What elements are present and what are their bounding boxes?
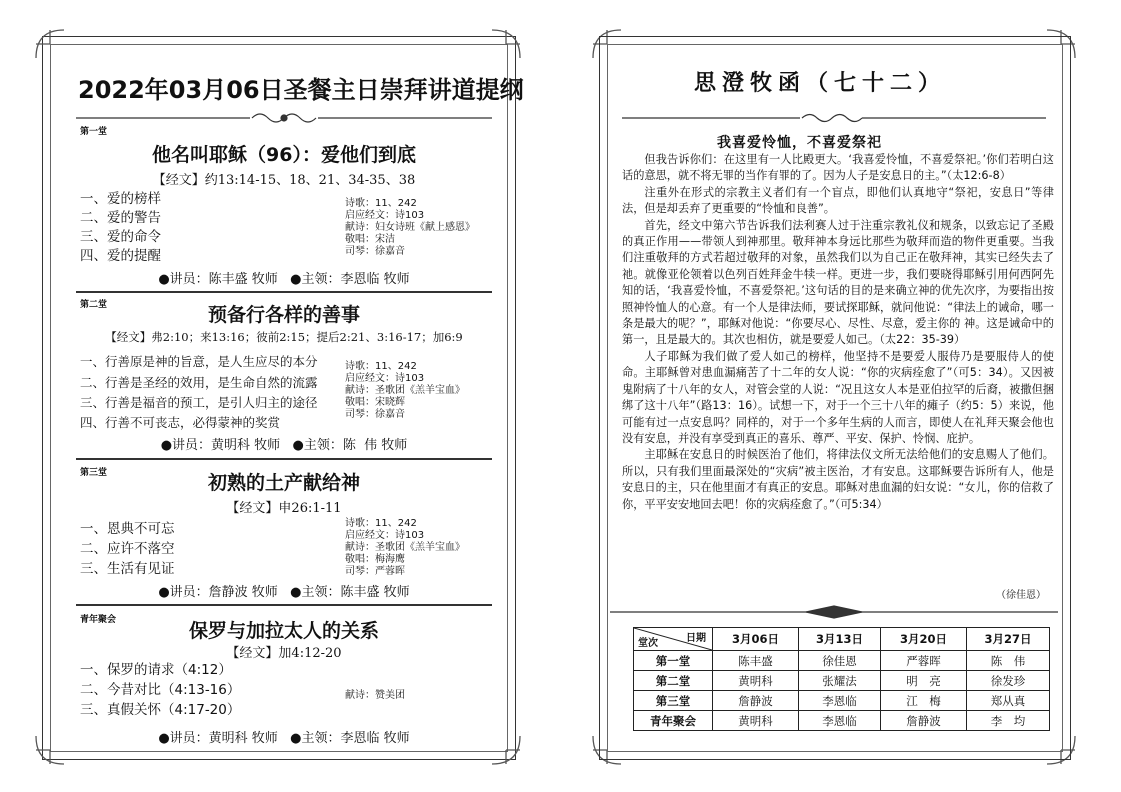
preacher-schedule-table	[633, 627, 1050, 731]
service-detail: 敬唱：梅海鹰	[345, 554, 405, 565]
outline-point: 一、爱的榜样	[80, 191, 161, 207]
service-detail: 敬唱：宋洁	[345, 234, 395, 245]
date-header: 3月06日	[713, 628, 799, 651]
speaker-leader: ●讲员：陈丰盛 牧师 ●主领：李恩临 牧师	[158, 272, 410, 287]
preacher-cell: 严蓉晖	[881, 651, 967, 671]
outline-point: 二、行善是圣经的效用，是生命自然的流露	[80, 375, 318, 390]
speaker-leader: ●讲员：黄明科 牧师 ●主领：李恩临 牧师	[158, 731, 410, 746]
outline-point: 三、生活有见证	[80, 561, 175, 577]
sermon-title: 初熟的土产献给神	[207, 472, 360, 494]
sermon-title: 他名叫耶稣（96）：爱他们到底	[152, 144, 416, 166]
preacher-cell: 詹静波	[713, 691, 799, 711]
table-row	[634, 711, 1050, 731]
table-row	[634, 691, 1050, 711]
preacher-cell: 李恩临	[799, 691, 881, 711]
service-name: 第二堂	[634, 671, 713, 691]
section-divider	[76, 458, 492, 460]
outline-point: 三、爱的命令	[80, 229, 161, 245]
table-row	[634, 651, 1050, 671]
date-header: 3月27日	[967, 628, 1050, 651]
speaker-leader: ●讲员：詹静波 牧师 ●主领：陈丰盛 牧师	[158, 585, 410, 600]
article-paragraph: 注重外在形式的宗教主义者们有一个盲点，即他们认真地守“祭祀，安息日”等律法，但是却丢弃了更重要的“怜恤和良善”。	[622, 185, 1054, 216]
header-date-label: 日期	[686, 633, 706, 644]
preacher-cell: 江 梅	[881, 691, 967, 711]
section-label: 第三堂	[80, 468, 108, 478]
service-name: 第三堂	[634, 691, 713, 711]
article-author: （徐佳恩）	[996, 590, 1046, 601]
scripture-reference: 【经文】申26:1-11	[226, 501, 342, 516]
preacher-cell: 郑从真	[967, 691, 1050, 711]
service-detail: 献诗：赞美团	[345, 690, 405, 701]
service-detail: 献诗：妇女诗班《献上感恩》	[345, 222, 475, 233]
date-header: 3月20日	[881, 628, 967, 651]
speaker-leader: ●讲员：黄明科 牧师 ●主领：陈 伟 牧师	[160, 438, 408, 453]
service-name: 青年聚会	[634, 711, 713, 731]
sermon-title: 保罗与加拉太人的关系	[188, 620, 379, 642]
outline-point: 四、爱的提醒	[80, 248, 161, 264]
page-title: 2022年03月06日圣餐主日崇拜讲道提纲	[78, 76, 524, 104]
outline-point: 二、爱的警告	[80, 210, 161, 226]
article-paragraph: 人子耶稣为我们做了爱人如己的榜样，他坚持不是要爱人服侍乃是要服侍人的使命。主耶稣曾对患血漏痛苦了十二年的女人说：“你的灾病痊愈了”（可5：34）。又因被鬼附病了十八年的女人，对管会堂的人说：“况且这女人本是亚伯拉罕的后裔，被撒但捆绑了这十八年”（路13：16）。试想一下，对于一个三十八年的瘫子（约5：5）来说，他可能有过一点安息吗？同样的，对于一个多年生病的人而言，即使人在礼拜天聚会他也没有安息，并没有享受到真正的喜乐、尊严、平安、保护、怜悯、庇护。	[622, 349, 1054, 445]
scripture-reference: 【经文】加4:12-20	[226, 646, 342, 661]
service-detail: 献诗：圣歌团《羔羊宝血》	[345, 542, 465, 553]
service-detail: 诗歌：11、242	[345, 518, 417, 529]
preacher-cell: 张耀法	[799, 671, 881, 691]
section-label: 青年聚会	[80, 615, 117, 625]
service-detail: 启应经文：诗103	[345, 373, 425, 384]
preacher-cell: 陈丰盛	[713, 651, 799, 671]
service-name: 第一堂	[634, 651, 713, 671]
outline-point: 一、行善原是神的旨意，是人生应尽的本分	[80, 354, 318, 369]
outline-point: 一、恩典不可忘	[80, 521, 175, 537]
header-service-label: 堂次	[638, 638, 658, 649]
service-detail: 敬唱：宋晓辉	[345, 397, 405, 408]
service-detail: 献诗：圣歌团《羔羊宝血》	[345, 385, 465, 396]
article-body	[622, 152, 1054, 513]
preacher-cell: 陈 伟	[967, 651, 1050, 671]
article-paragraph: 主耶稣在安息日的时候医治了他们，将律法仪文所无法给他们的安息赐人了他们。所以，只有我们里面最深处的“灾病”被主医治，才有安息。这耶稣要告诉所有人，他是安息日的主，只在他里面才有真正的安息。耶稣对患血漏的妇女说：“女儿，你的信救了你，平平安安地回去吧！你的灾病痊愈了。”（可5:34）	[622, 448, 1054, 511]
service-detail: 司琴：严蓉晖	[345, 566, 405, 577]
preacher-cell: 徐发珍	[967, 671, 1050, 691]
service-detail: 司琴：徐嘉音	[345, 409, 405, 420]
outline-point: 三、行善是福音的预工，是引人归主的途径	[80, 395, 318, 410]
column-title: 思澄牧函（七十二）	[694, 70, 947, 96]
article-subtitle: 我喜爱怜恤，不喜爱祭祀	[717, 135, 882, 151]
outline-point: 二、应许不落空	[80, 541, 175, 557]
section-divider	[76, 291, 492, 293]
table-corner-cell	[634, 628, 713, 651]
preacher-cell: 詹静波	[881, 711, 967, 731]
service-detail: 司琴：徐嘉音	[345, 246, 405, 257]
service-detail: 诗歌：11、242	[345, 361, 417, 372]
article-paragraph: 首先，经文中第六节告诉我们法利赛人过于注重宗教礼仪和规条，以致忘记了圣殿的真正作用——带领人到神那里。敬拜神本身远比那些为敬拜而造的物件更重要。当我们注重敬拜的方式若超过敬拜的对象，虽然我们以为自己正在敬拜神，其实已经失去了祂。就像亚伦领着以色列百姓拜金牛犊一样。更进一步，我们要晓得耶稣引用何西阿先知的话，‘我喜爱怜恤，不喜爱祭祀。’这句话的目的是来确立神的优先次序，为要指出按照神怜恤人的心意。有一个人是律法师，要试探耶稣，就问他说：“律法上的诫命，哪一条是最大的呢？”，耶稣对他说：“你要尽心、尽性、尽意，爱主你的 神。这是诫命中的第一，且是最大的。其次也相仿，就是要爱人如己。（太22：35-39）	[622, 218, 1054, 347]
service-detail: 启应经文：诗103	[345, 210, 425, 221]
section-label: 第二堂	[80, 300, 108, 310]
outline-point: 一、保罗的请求（4:12）	[80, 662, 232, 678]
preacher-cell: 李 均	[967, 711, 1050, 731]
service-detail: 启应经文：诗103	[345, 530, 425, 541]
preacher-cell: 黄明科	[713, 711, 799, 731]
date-header: 3月13日	[799, 628, 881, 651]
scripture-reference: 【经文】弗2:10；来13:16；彼前2:15；提后2:21、3:16-17；加6:9	[105, 330, 463, 344]
sermon-title: 预备行各样的善事	[207, 304, 360, 326]
preacher-cell: 明 亮	[881, 671, 967, 691]
section-divider	[76, 604, 492, 606]
service-detail: 诗歌：11、242	[345, 198, 417, 209]
section-label: 第一堂	[80, 127, 108, 137]
article-paragraph: 但我告诉你们：在这里有一人比殿更大。‘我喜爱怜恤，不喜爱祭祀。’你们若明白这话的意思，就不将无罪的当作有罪的了。因为人子是安息日的主。”（太12:6-8）	[622, 153, 1054, 183]
preacher-cell: 徐佳恩	[799, 651, 881, 671]
preacher-cell: 黄明科	[713, 671, 799, 691]
outline-point: 四、行善不可丧志，必得蒙神的奖赏	[80, 415, 281, 430]
table-row	[634, 671, 1050, 691]
scripture-reference: 【经文】约13:14-15、18、21、34-35、38	[152, 173, 416, 188]
outline-point: 三、真假关怀（4:17-20）	[80, 702, 241, 718]
preacher-cell: 李恩临	[799, 711, 881, 731]
outline-point: 二、今昔对比（4:13-16）	[80, 682, 241, 698]
